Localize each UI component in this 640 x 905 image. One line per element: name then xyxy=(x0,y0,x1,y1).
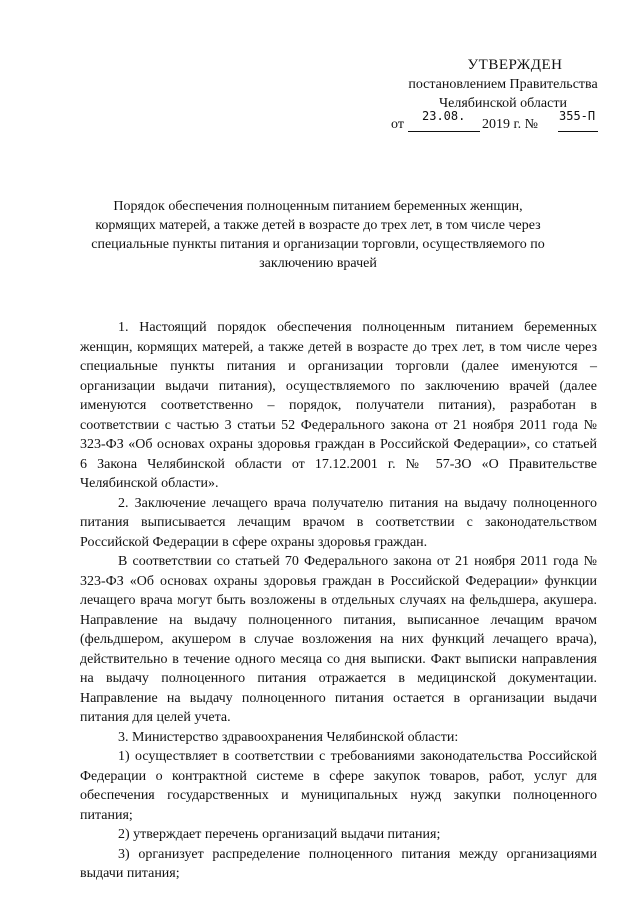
approval-date: 23.08. xyxy=(422,109,466,123)
date-prefix: от xyxy=(391,117,404,132)
approval-line-2: Челябинской области xyxy=(439,96,567,111)
approval-title: УТВЕРЖДЕН xyxy=(467,57,563,73)
paragraph-1: 1. Настоящий порядок обеспечения полноценным питанием беременных женщин, кормящих матерей, а также детей в возрасте до трех лет, в том числе через специальные пункты питания и организации торговли (далее именуются – организации выдачи питания), осуществляемого по заключению врачей (далее именуются соответственно – порядок, получатели питания), разработан в соответствии с частью 3 статьи 52 Федерального закона от 21 ноября 2011 года № 323-ФЗ «Об основах охраны здоровья граждан в Российской Федерации», со статьей 6 Закона Челябинской области от 17.12.2001 г. № 57-ЗО «О Правительстве Челябинской области». xyxy=(80,320,597,491)
number-underline xyxy=(558,131,598,132)
paragraph-5: 1) осуществляет в соответствии с требованиями законодательства Российской Федерации о контрактной системе в сфере закупок товаров, работ, услуг для обеспечения государственных и муниципальных нужд закупки полноценного питания; xyxy=(80,749,597,823)
paragraph-3: В соответствии со статьей 70 Федерального закона от 21 ноября 2011 года № 323-ФЗ «Об основах охраны здоровья граждан в Российской Федерации» функции лечащего врача могут быть возложены в отдельных случаях на фельдшера, акушера. Направление на выдачу полноценного питания, выписанное лечащим врачом (фельдшером, акушером в случае возложения на них функций лечащего врача), действительно в течение одного месяца со дня выписки. Факт выписки направления на выдачу полноценного питания отражается в медицинской документации. Направление на выдачу полноценного питания остается в организации выдачи питания для целей учета. xyxy=(80,554,597,725)
approval-number: 355-П xyxy=(559,109,596,123)
approval-stamp xyxy=(388,56,618,135)
document-title: Порядок обеспечения полноценным питанием беременных женщин, кормящих матерей, а также детей в возрасте до трех лет, в том числе через специальные пункты питания и организации торговли, осуществляемого по заключению врачей xyxy=(91,199,545,271)
paragraph-4: 3. Министерство здравоохранения Челябинской области: xyxy=(118,729,459,745)
approval-line-1: постановлением Правительства xyxy=(408,77,598,92)
paragraph-6: 2) утверждает перечень организаций выдачи питания; xyxy=(118,827,441,842)
date-underline xyxy=(408,131,480,132)
paragraph-2: 2. Заключение лечащего врача получателю питания на выдачу полноценного питания выписывается лечащим врачом в соответствии с законодательством Российской Федерации в сфере охраны здоровья граждан. xyxy=(80,495,597,550)
paragraph-7: 3) организует распределение полноценного питания между организациями выдачи питания; xyxy=(80,846,597,881)
approval-date-line xyxy=(388,109,618,135)
approval-year: 2019 г. № xyxy=(482,117,539,132)
document-body xyxy=(80,318,597,884)
